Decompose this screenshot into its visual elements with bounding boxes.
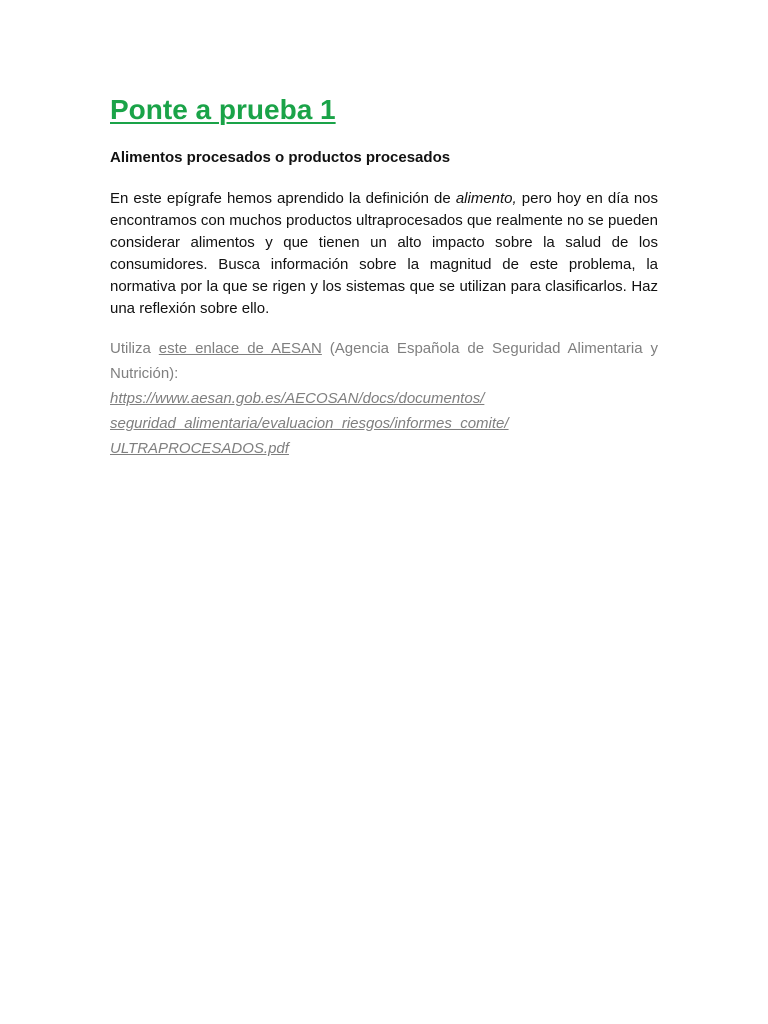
document-page	[110, 92, 658, 461]
body-paragraph	[110, 188, 658, 320]
url-link-line-2[interactable]: seguridad_alimentaria/evaluacion_riesgos/informes_comite/	[110, 415, 509, 432]
paragraph-italic-term: alimento,	[455, 190, 517, 207]
url-link-line-3[interactable]: ULTRAPROCESADOS.pdf	[110, 440, 289, 457]
url-link-line-1[interactable]: https://www.aesan.gob.es/AECOSAN/docs/documentos/	[110, 390, 485, 407]
url-link-block	[110, 386, 658, 461]
resource-paragraph	[110, 336, 658, 386]
aesan-link[interactable]: este enlace de AESAN	[158, 340, 322, 357]
resource-description: (Agencia Española de Seguridad Alimentaria y Nutrición):	[110, 340, 658, 382]
paragraph-text-start: En este epígrafe hemos aprendido la definición de	[110, 190, 456, 207]
section-subtitle: Alimentos procesados o productos procesados	[110, 149, 451, 166]
page-title: Ponte a prueba 1	[110, 94, 336, 125]
paragraph-text-end: pero hoy en día nos encontramos con muchos productos ultraprocesados que realmente no se pueden considerar alimentos y que tienen un alto impacto sobre la salud de los consumidores. Busca información sobre la magnitud de este problema, la normativa por la que se rigen y los sistemas que se utilizan para clasificarlos. Haz una reflexión sobre ello.	[110, 190, 659, 317]
resource-lead: Utiliza	[110, 340, 159, 357]
